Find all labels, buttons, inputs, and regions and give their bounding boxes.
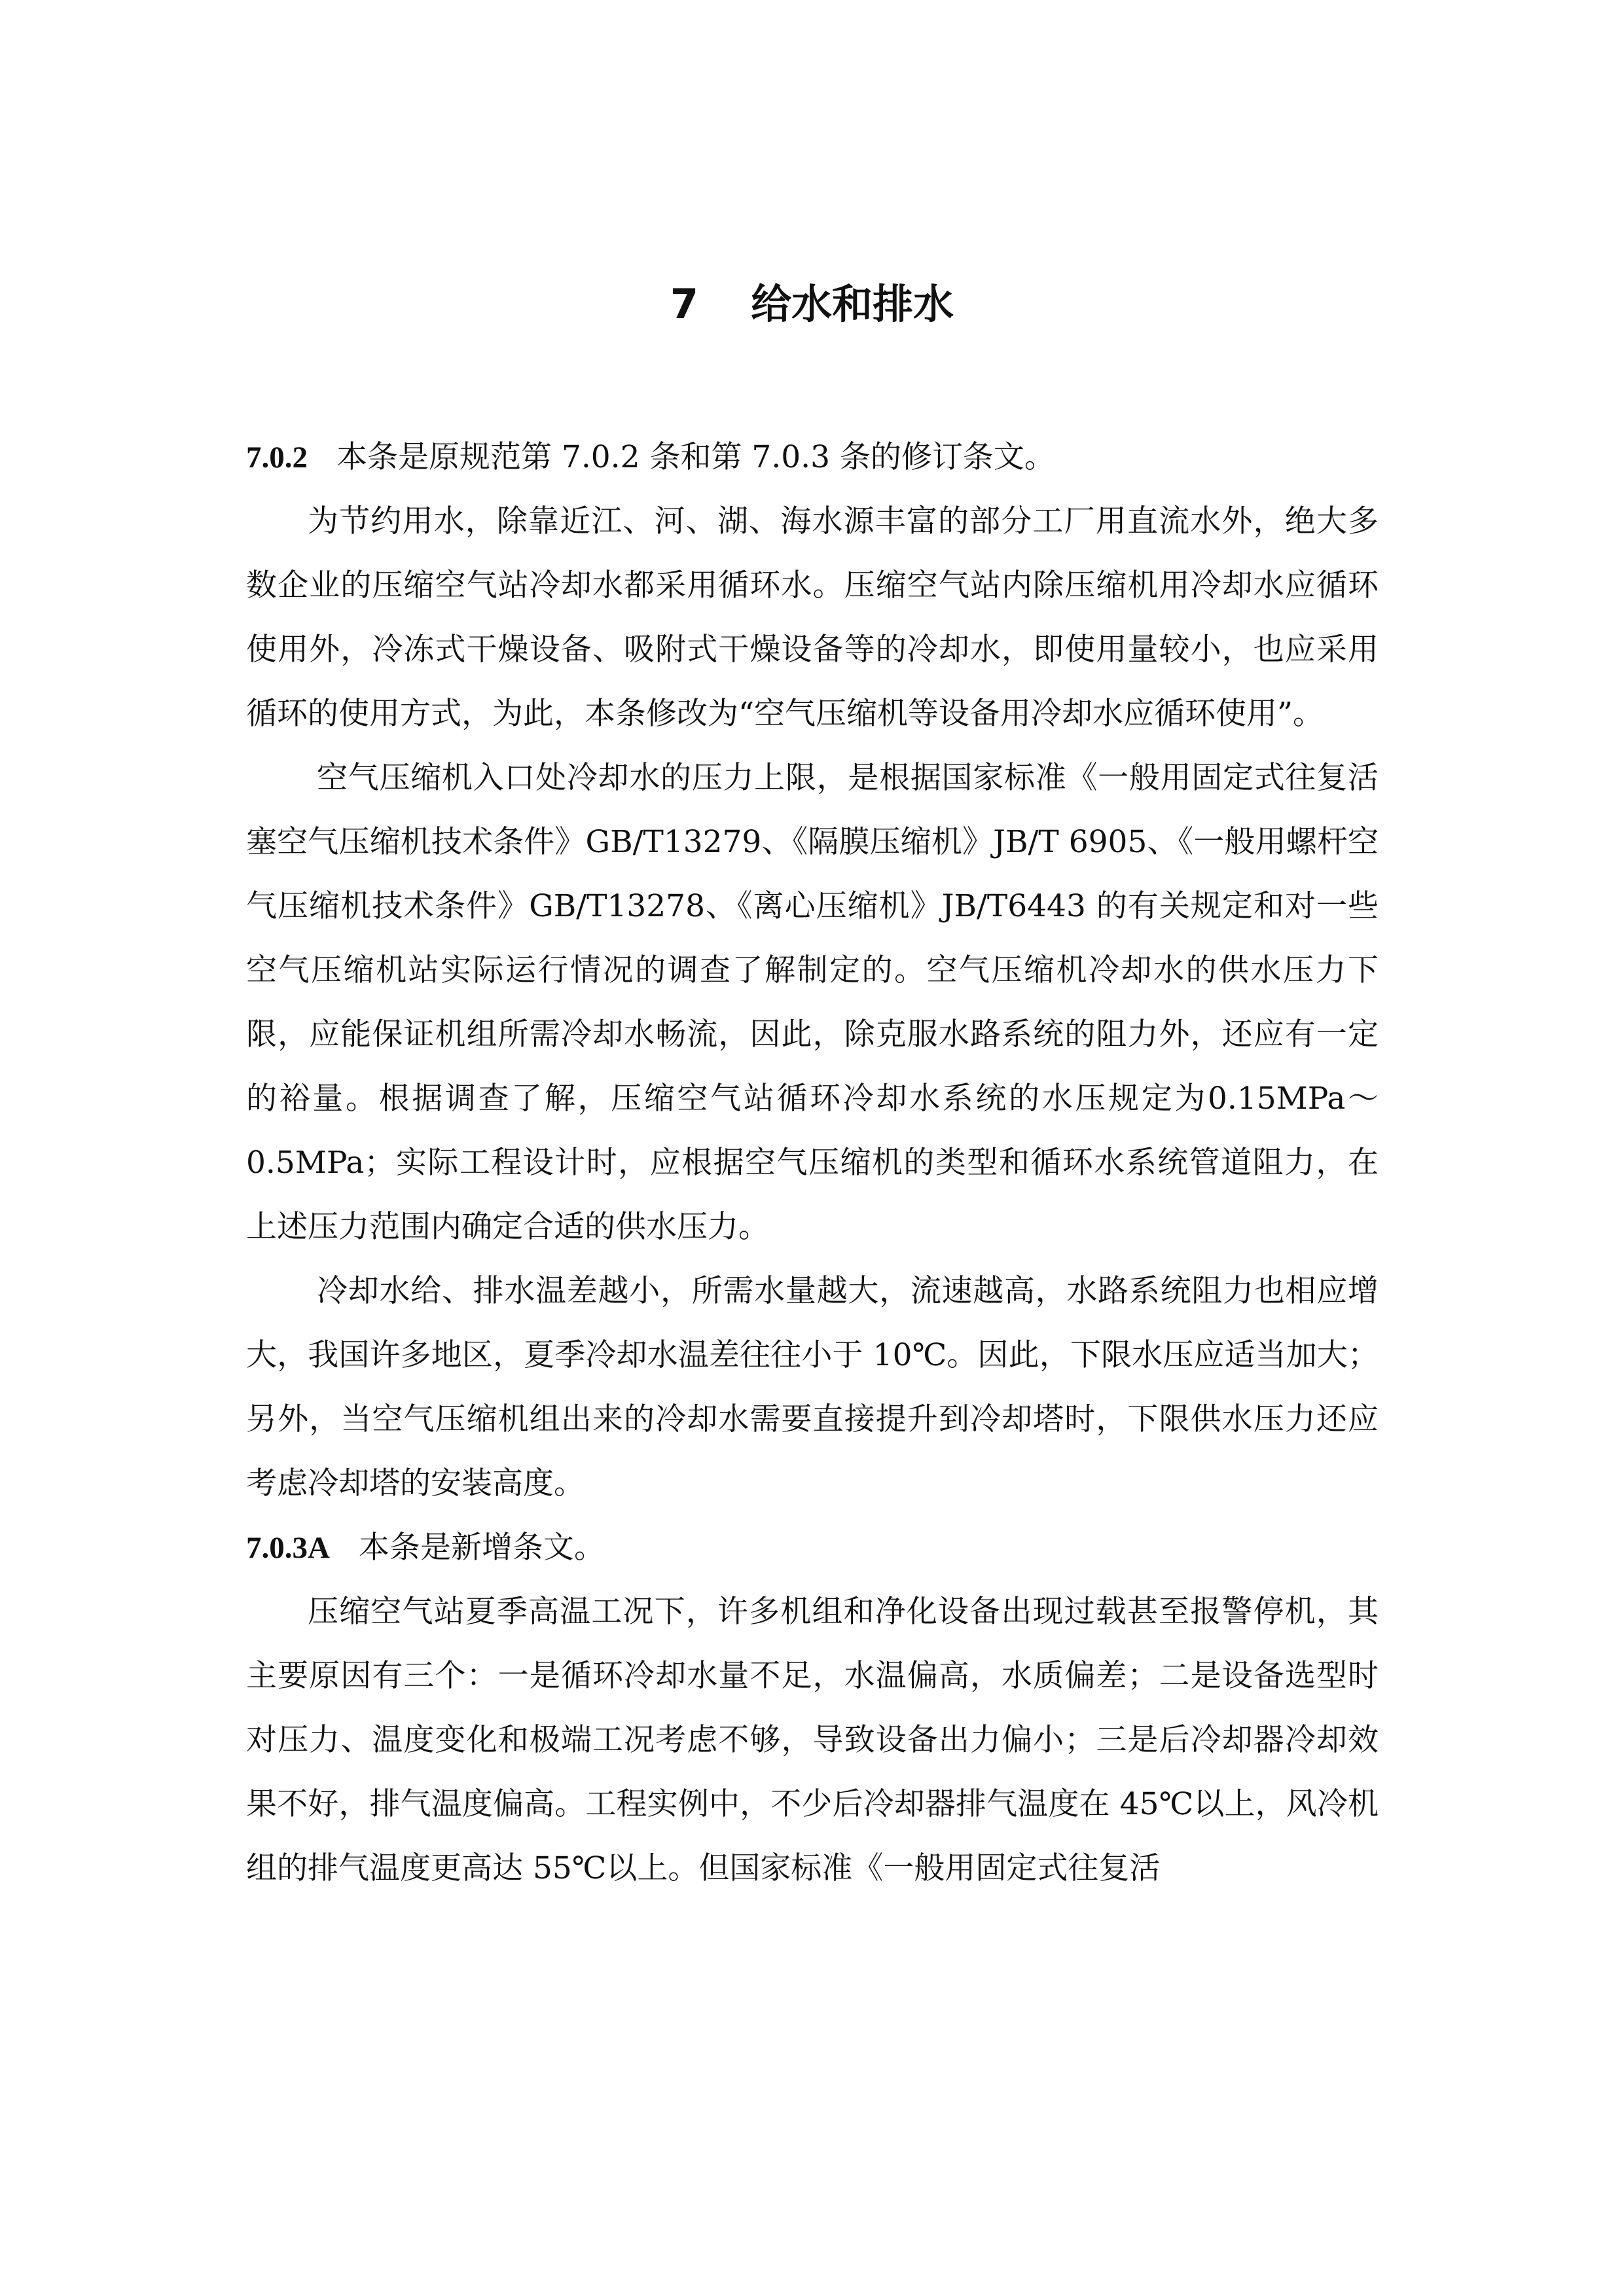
chapter-title [0,275,1624,334]
clause-heading-7-0-2 [246,425,1379,490]
paragraph: 压缩空气站夏季高温工况下，许多机组和净化设备出现过载甚至报警停机，其主要原因有三个：一是循环冷却水量不足，水温偏高，水质偏差；二是设备选型时对压力、温度变化和极端工况考虑不够，导致设备出力偏小；三是后冷却器冷却效果不好，排气温度偏高。工程实例中，不少后冷却器排气温度在 45℃以上，风冷机组的排气温度更高达 55℃以上。但国家标准《一般用固定式往复活 [246,1594,1379,1886]
paragraph: 为节约用水，除靠近江、河、湖、海水源丰富的部分工厂用直流水外，绝大多数企业的压缩空气站冷却水都采用循环水。压缩空气站内除压缩机用冷却水应循环使用外，冷冻式干燥设备、吸附式干燥设备等的冷却水，即使用量较小，也应采用循环的使用方式，为此，本条修改为“空气压缩机等设备用冷却水应循环使用”。 [246,503,1379,732]
document-body [246,425,1379,1901]
clause-heading-text: 本条是原规范第 7.0.2 条和第 7.0.3 条的修订条文。 [336,439,1055,475]
paragraph: 空气压缩机入口处冷却水的压力上限，是根据国家标准《一般用固定式往复活塞空气压缩机技术条件》GB/T13279、《隔膜压缩机》JB/T 6905、《一般用螺杆空气压缩机技术条件》GB/T13278、《离心压缩机》JB/T6443 的有关规定和对一些空气压缩机站实际运行情况的调查了解制定的。空气压缩机冷却水的供水压力下限，应能保证机组所需冷却水畅流，因此，除克服水路系统的阻力外，还应有一定的裕量。根据调查了解，压缩空气站循环冷却水系统的水压规定为0.15MPa～0.5MPa；实际工程设计时，应根据空气压缩机的类型和循环水系统管道阻力，在上述压力范围内确定合适的供水压力。 [246,760,1379,1245]
chapter-title-text: 给水和排水 [751,280,954,328]
clause-number: 7.0.3A [246,1531,330,1565]
clause-heading-7-0-3a [246,1516,1379,1580]
clause-number: 7.0.2 [246,440,308,475]
clause-heading-text: 本条是新增条文。 [358,1530,605,1566]
paragraph: 冷却水给、排水温差越小，所需水量越大，流速越高，水路系统阻力也相应增大，我国许多地区，夏季冷却水温差往往小于 10℃。因此，下限水压应适当加大；另外，当空气压缩机组出来的冷却水需要直接提升到冷却塔时，下限供水压力还应考虑冷却塔的安装高度。 [246,1273,1379,1501]
chapter-number: 7 [670,280,699,328]
